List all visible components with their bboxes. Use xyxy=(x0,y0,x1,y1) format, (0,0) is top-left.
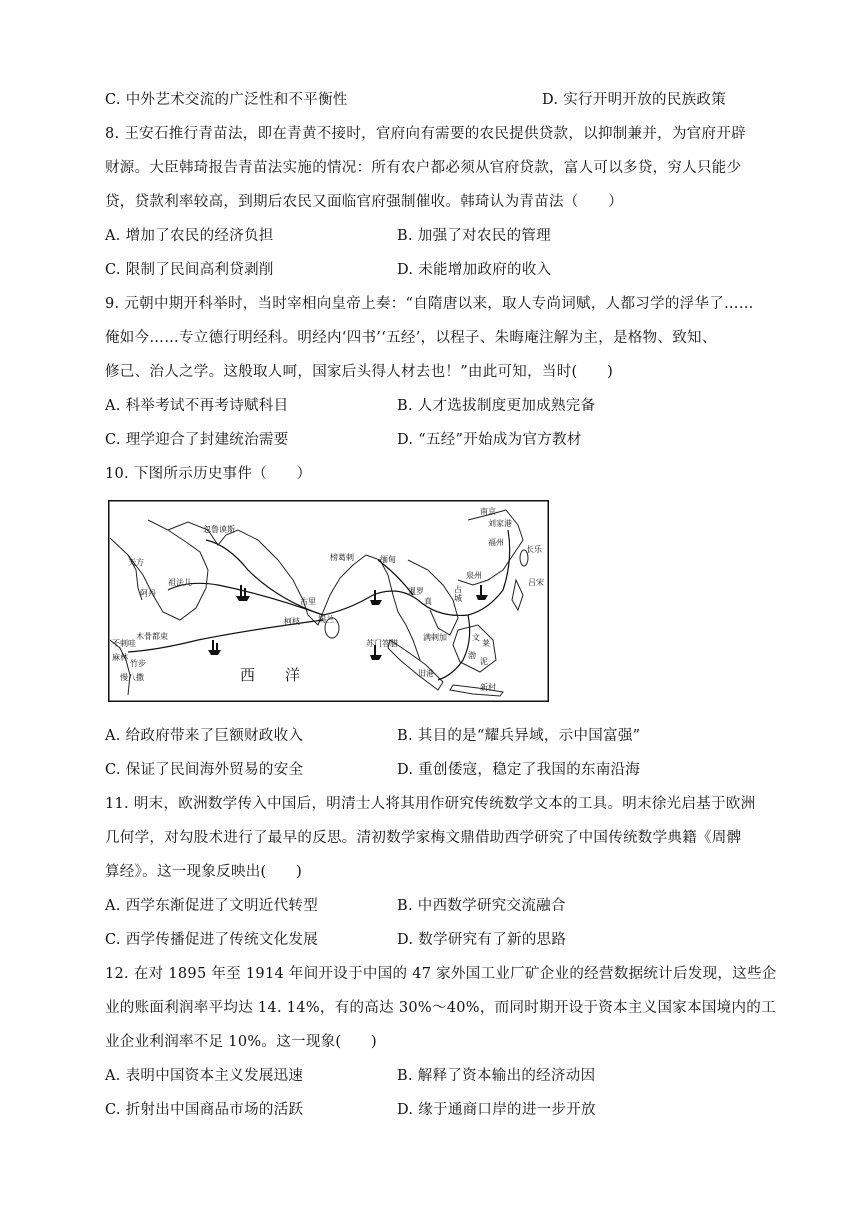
q9-option-d: D. “五经”开始成为官方教材 xyxy=(397,432,582,448)
label-malacca: 满剌加 xyxy=(423,633,447,642)
label-burma: 缅甸 xyxy=(380,555,396,564)
label-mansa: 慢八撒 xyxy=(120,673,144,682)
label-champa-a: 占 xyxy=(454,585,462,594)
q11-option-b: B. 中西数学研究交流融合 xyxy=(397,898,566,914)
q10-option-c: C. 保证了民间海外贸易的安全 xyxy=(105,762,304,778)
label-jiugang: 旧港 xyxy=(418,669,434,678)
label-zufaer: 祖法儿 xyxy=(168,578,192,587)
label-kezhi: 柯枝 xyxy=(284,617,300,626)
q12-stem-line-2: 业的账面利润率平均达 14. 14%，有的高达 30%～40%，而同时期开设于资本主义国家本国境内的工 xyxy=(105,1000,776,1016)
q8-option-a: A. 增加了农民的经济负担 xyxy=(105,228,274,244)
q10-option-a: A. 给政府带来了巨额财政收入 xyxy=(105,728,304,744)
label-quanzhou: 泉州 xyxy=(466,571,482,580)
label-borneo-a: 文 xyxy=(472,633,480,642)
label-liujiagang: 刘家港 xyxy=(488,519,512,528)
label-borneo-b: 莱 xyxy=(482,639,490,648)
q7-option-c: C. 中外艺术交流的广泛性和不平衡性 xyxy=(105,92,348,108)
q10-option-d: D. 重创倭寇，稳定了我国的东南沿海 xyxy=(397,762,641,778)
q11-stem-line-2: 几何学，对勾股术进行了最早的反思。清初数学家梅文鼎借助西学研究了中国传统数学典籍《周髀 xyxy=(105,830,742,846)
label-java: 新村 xyxy=(480,683,496,692)
label-guli: 古里 xyxy=(300,597,316,606)
q12-option-d: D. 缘于通商口岸的进一步开放 xyxy=(397,1102,596,1118)
q12-stem-line-1: 12. 在对 1895 年至 1914 年间开设于中国的 47 家外国工业厂矿企业的经营数据统计后发现，这些企 xyxy=(105,966,777,982)
label-aden: 阿丹 xyxy=(140,589,156,598)
q9-option-c: C. 理学迎合了封建统治需要 xyxy=(105,432,289,448)
q11-stem-line-1: 11. 明末，欧洲数学传入中国后，明清士人将其用作研究传统数学文本的工具。明末徐光启基于欧洲 xyxy=(105,796,756,812)
q8-option-b: B. 加强了对农民的管理 xyxy=(397,228,551,244)
q12-stem-line-3: 业企业利润率不足 10%。这一现象( ) xyxy=(105,1034,377,1050)
q12-option-b: B. 解释了资本输出的经济动因 xyxy=(397,1068,596,1084)
q12-option-a: A. 表明中国资本主义发展迅速 xyxy=(105,1068,304,1084)
label-mogadishu: 木骨都束 xyxy=(136,632,168,641)
q11-option-d: D. 数学研究有了新的思路 xyxy=(397,932,567,948)
label-borneo-d: 泥 xyxy=(480,657,488,666)
label-xiyang: 西 洋 xyxy=(240,666,301,684)
map-frame xyxy=(109,501,549,702)
label-bangala: 榜葛剌 xyxy=(330,553,354,562)
label-changle: 长乐 xyxy=(526,545,542,554)
label-malin: 麻林 xyxy=(112,653,128,662)
q10-stem-line-1: 10. 下图所示历史事件（ ） xyxy=(105,466,312,482)
label-siam: 暹罗 xyxy=(408,587,424,596)
label-luzon: 吕宋 xyxy=(528,578,544,587)
q9-stem-line-2: 俺如今……专立德行明经科。明经内‘四书’‘五经’，以程子、朱晦庵注解为主，是格物、致知、 xyxy=(105,330,717,346)
q9-stem-line-1: 9. 元朝中期开科举时，当时宰相向皇帝上奏：“自隋唐以来，取人专尚词赋，人都习学的浮华了…… xyxy=(105,296,754,312)
label-champa-b: 城 xyxy=(454,594,462,603)
q11-stem-line-3: 算经》。这一现象反映出( ) xyxy=(105,864,303,880)
q8-option-c: C. 限制了民间高利贷剥削 xyxy=(105,262,274,278)
q10-option-b: B. 其目的是“耀兵异域，示中国富强” xyxy=(397,728,641,744)
q9-option-a: A. 科举考试不再考诗赋科目 xyxy=(105,398,289,414)
q12-option-c: C. 折射出中国商品市场的活跃 xyxy=(105,1102,304,1118)
q7-option-d: D. 实行开明开放的民族政策 xyxy=(542,92,727,108)
label-hormuz: 忽鲁谟斯 xyxy=(203,525,235,534)
q11-option-c: C. 西学传播促进了传统文化发展 xyxy=(105,932,319,948)
q8-stem-line-1: 8. 王安石推行青苗法，即在青黄不接时，官府向有需要的农民提供贷款，以抑制兼并，为官府开辟 xyxy=(105,126,746,142)
label-bulawa: 不剌哇 xyxy=(112,639,136,648)
zheng-he-voyage-map xyxy=(108,500,549,702)
label-nanjing: 南京 xyxy=(480,507,496,516)
q9-option-b: B. 人才选拔制度更加成熟完备 xyxy=(397,398,596,414)
q8-stem-line-2: 财源。大臣韩琦报告青苗法实施的情况：所有农户都必须从官府贷款，富人可以多贷，穷人只能少 xyxy=(105,160,742,176)
label-tianfang: 天方 xyxy=(128,558,144,567)
q9-stem-line-3: 修己、治人之学。这般取人呵，国家后头得人材去也！”由此可知，当时( ) xyxy=(105,364,614,380)
q8-stem-line-3: 贷，贷款利率较高，到期后农民又面临官府强制催收。韩琦认为青苗法（ ） xyxy=(105,194,623,210)
label-zhubu: 竹步 xyxy=(130,659,146,668)
q8-option-d: D. 未能增加政府的收入 xyxy=(397,262,552,278)
label-sumatra: 苏门答腊 xyxy=(366,639,398,648)
label-borneo-c: 渤 xyxy=(468,651,476,660)
label-fuzhou: 福州 xyxy=(488,538,504,547)
label-zhenla: 真 xyxy=(424,597,432,606)
q11-option-a: A. 西学东渐促进了文明近代转型 xyxy=(105,898,318,914)
label-ceylon: 锡兰 xyxy=(318,615,334,624)
